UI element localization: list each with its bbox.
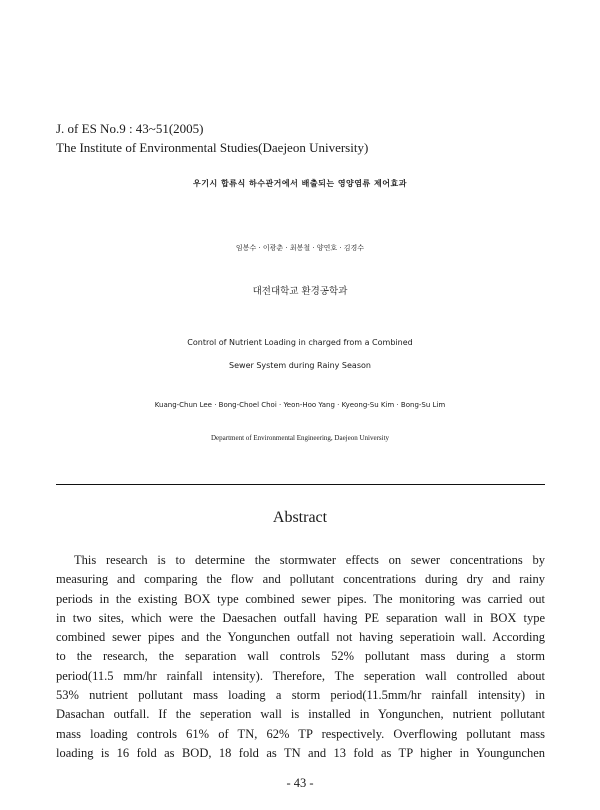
korean-affiliation: 대전대학교 환경공학과 <box>252 286 348 297</box>
abstract-line: in two sites, which were the Daesachen outfall having PE separation wall in BOX type <box>56 610 545 625</box>
korean-title: 우기시 합류식 하수관거에서 배출되는 영양염류 제어효과 <box>193 179 407 188</box>
abstract-line: to the research, the separation wall controls 52% pollutant mass during a storm <box>56 649 545 664</box>
abstract-line: Dasachan outfall. If the seperation wall is installed in Yongunchen, nutrient pollutant <box>56 707 545 722</box>
abstract-line: 53% nutrient pollutant mass loading a storm period(11.5mm/hr rainfall intensity) in <box>56 688 545 703</box>
page-number: - 43 - <box>286 776 314 790</box>
section-divider <box>56 484 545 485</box>
abstract-line: This research is to determine the stormwater effects on sewer concentrations by <box>74 553 545 567</box>
institute-name: The Institute of Environmental Studies(Daejeon University) <box>56 140 369 155</box>
abstract-line: period(11.5 mm/hr rainfall intensity). Therefore, The seperation wall controlled about <box>56 668 545 683</box>
abstract-body <box>56 551 545 763</box>
abstract-heading: Abstract <box>272 509 328 526</box>
journal-reference: J. of ES No.9 : 43~51(2005) <box>56 121 204 136</box>
english-title-line-1: Control of Nutrient Loading in charged from a Combined <box>187 338 413 347</box>
english-affiliation: Department of Environmental Engineering, Daejeon University <box>210 434 390 442</box>
abstract-line: loading is 16 fold as BOD, 18 fold as TN and 13 fold as TP higher in Youngunchen <box>56 745 545 760</box>
abstract-line: mass loading controls 61% of TN, 62% TP respectively. Overflowing pollutant mass <box>56 726 545 741</box>
korean-authors: 임봉수 · 이광춘 · 최봉철 · 양연호 · 김경수 <box>235 244 365 252</box>
english-title <box>0 331 600 377</box>
english-title-line-2: Sewer System during Rainy Season <box>229 361 371 370</box>
english-authors: Kuang-Chun Lee · Bong-Choel Choi · Yeon-Hoo Yang · Kyeong-Su Kim · Bong-Su Lim <box>154 401 446 409</box>
abstract-line: combined sewer pipes and the Yongunchen outfall not having seperatioin wall. According <box>56 630 545 645</box>
abstract-line: measuring and comparing the flow and pollutant concentrations during dry and rainy <box>56 572 545 587</box>
abstract-line: periods in the existing BOX type combined sewer pipes. The monitoring was carried out <box>56 591 545 606</box>
